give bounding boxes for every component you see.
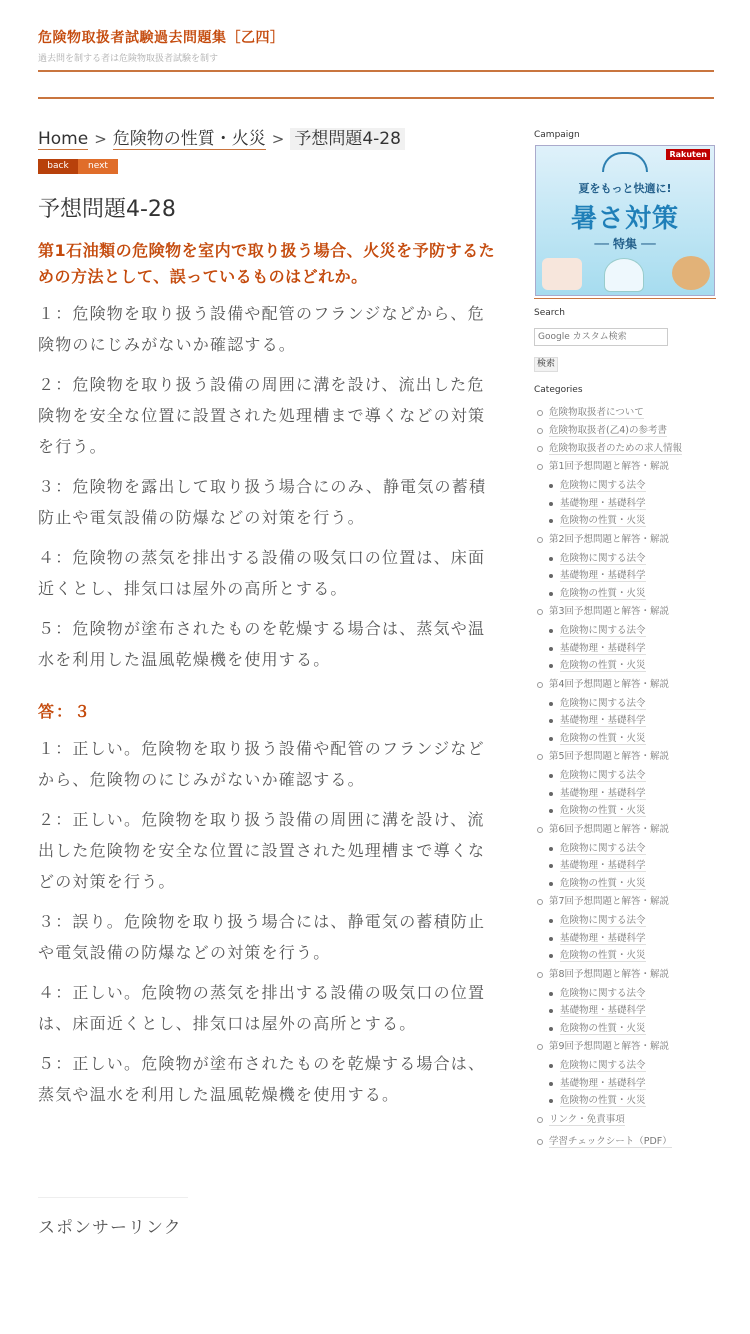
subcategory-item[interactable] xyxy=(549,802,716,820)
category-label[interactable]: 第1回予想問題と解答・解説 xyxy=(549,461,670,472)
campaign-banner[interactable] xyxy=(535,145,715,296)
subcategory-item[interactable] xyxy=(549,912,716,930)
category-label[interactable]: 危険物取扱者のための求人情報 xyxy=(549,443,683,454)
subcategory-label[interactable]: 危険物に関する法令 xyxy=(560,987,646,999)
subcategory-label[interactable]: 危険物の性質・火災 xyxy=(560,1095,646,1106)
subcategory-label[interactable]: 危険物の性質・火災 xyxy=(560,660,646,671)
subcategory-item[interactable] xyxy=(549,1020,716,1038)
breadcrumb-current: 予想問題4-28 xyxy=(290,128,405,150)
subcategory-label[interactable]: 危険物の性質・火災 xyxy=(560,732,646,744)
subcategory-item[interactable] xyxy=(549,1075,716,1093)
question-text: 第1石油類の危険物を室内で取り扱う場合、火災を予防するための方法として、誤っているものはどれか。 xyxy=(38,241,496,286)
subcategory-list xyxy=(549,985,716,1038)
categories-list xyxy=(534,404,716,1151)
category-item[interactable] xyxy=(534,676,716,748)
subcategory-item[interactable] xyxy=(549,930,716,948)
pager xyxy=(38,159,118,174)
subcategory-item[interactable] xyxy=(549,730,716,748)
subcategory-item[interactable] xyxy=(549,1002,716,1020)
subcategory-label[interactable]: 基礎物理・基礎科学 xyxy=(560,860,646,871)
subcategory-label[interactable]: 基礎物理・基礎科学 xyxy=(560,715,646,726)
subcategory-item[interactable] xyxy=(549,657,716,675)
sponsor-heading: スポンサーリンク xyxy=(38,1218,182,1238)
subcategory-list xyxy=(549,912,716,965)
back-button[interactable]: back xyxy=(38,159,78,174)
subcategory-label[interactable]: 危険物の性質・火災 xyxy=(560,950,646,961)
category-label[interactable]: 第6回予想問題と解答・解説 xyxy=(549,823,670,835)
site-description: 過去問を制する者は危険物取扱者試験を制す xyxy=(38,54,219,64)
subcategory-label[interactable]: 危険物の性質・火災 xyxy=(560,587,646,599)
next-button[interactable]: next xyxy=(78,159,118,174)
search-input[interactable] xyxy=(534,328,668,346)
subcategory-item[interactable] xyxy=(549,875,716,893)
page-title: 予想問題4-28 xyxy=(38,197,176,222)
category-label[interactable]: リンク・免責事項 xyxy=(549,1113,625,1125)
option-item: １：危険物を取り扱う設備や配管のフランジなどから、危険物のにじみがないか確認する。 xyxy=(38,304,485,354)
subcategory-item[interactable] xyxy=(549,585,716,603)
option-item: ５：危険物が塗布されたものを乾燥する場合は、蒸気や温水を利用した温風乾燥機を使用する。 xyxy=(38,619,486,669)
subcategory-item[interactable] xyxy=(549,1092,716,1110)
search-button[interactable]: 検索 xyxy=(534,357,558,372)
explanation-item: ５：正しい。危険物が塗布されたものを乾燥する場合は、蒸気や温水を利用した温風乾燥機を使用する。 xyxy=(38,1054,486,1104)
category-label[interactable]: 第4回予想問題と解答・解説 xyxy=(549,678,670,690)
subcategory-label[interactable]: 基礎物理・基礎科学 xyxy=(560,642,646,654)
subcategory-list xyxy=(549,550,716,603)
subcategory-list xyxy=(549,622,716,675)
subcategory-item[interactable] xyxy=(549,767,716,785)
subcategory-label[interactable]: 基礎物理・基礎科学 xyxy=(560,1077,646,1089)
option-item: ２：危険物を取り扱う設備の周囲に溝を設け、流出した危険物を安全な位置に設置された処理槽まで導くなどの対策を行う。 xyxy=(38,375,486,456)
subcategory-list xyxy=(549,477,716,530)
category-item[interactable] xyxy=(534,404,716,422)
polar-bear-icon xyxy=(604,258,644,292)
category-item[interactable] xyxy=(534,1133,716,1151)
subcategory-label[interactable]: 危険物に関する法令 xyxy=(560,625,646,636)
subcategory-item[interactable] xyxy=(549,695,716,713)
subcategory-list xyxy=(549,1057,716,1110)
subcategory-list xyxy=(549,840,716,893)
explanation-item: ３：誤り。危険物を取り扱う場合には、静電気の蓄積防止や電気設備の防爆などの対策を行う。 xyxy=(38,912,486,962)
breadcrumb-home-link[interactable]: Home xyxy=(38,128,89,149)
rakuten-badge: Rakuten xyxy=(666,149,710,160)
category-item[interactable] xyxy=(534,1038,716,1110)
explanation-item: １：正しい。危険物を取り扱う設備や配管のフランジなどから、危険物のにじみがないか確認する。 xyxy=(38,739,485,789)
banner-subline: ── 特集 ── xyxy=(594,237,656,251)
subcategory-item[interactable] xyxy=(549,1057,716,1075)
subcategory-label[interactable]: 危険物の性質・火災 xyxy=(560,877,646,889)
category-item[interactable] xyxy=(534,821,716,893)
subcategory-item[interactable] xyxy=(549,495,716,513)
subcategory-label[interactable]: 基礎物理・基礎科学 xyxy=(560,570,646,581)
subcategory-item[interactable] xyxy=(549,622,716,640)
subcategory-item[interactable] xyxy=(549,840,716,858)
subcategory-item[interactable] xyxy=(549,567,716,585)
category-label[interactable]: 学習チェックシート（PDF） xyxy=(549,1135,672,1147)
sponsor-divider xyxy=(38,1197,188,1198)
subcategory-label[interactable]: 危険物の性質・火災 xyxy=(560,805,646,816)
explanation-item: ２：正しい。危険物を取り扱う設備の周囲に溝を設け、流出した危険物を安全な位置に設置された処理槽まで導くなどの対策を行う。 xyxy=(38,810,486,891)
category-label[interactable]: 第5回予想問題と解答・解説 xyxy=(549,751,670,762)
category-item[interactable] xyxy=(534,422,716,440)
dog-image xyxy=(672,256,710,290)
subcategory-label[interactable]: 危険物に関する法令 xyxy=(560,552,646,564)
breadcrumb-separator: > xyxy=(271,130,285,148)
site-title[interactable]: 危険物取扱者試験過去問題集［乙四］ xyxy=(38,30,285,46)
subcategory-label[interactable]: 基礎物理・基礎科学 xyxy=(560,932,646,944)
category-label[interactable]: 第7回予想問題と解答・解説 xyxy=(549,896,670,907)
subcategory-item[interactable] xyxy=(549,985,716,1003)
subcategory-label[interactable]: 危険物の性質・火災 xyxy=(560,515,646,526)
subcategory-item[interactable] xyxy=(549,857,716,875)
category-label[interactable]: 第9回予想問題と解答・解説 xyxy=(549,1041,670,1052)
subcategory-item[interactable] xyxy=(549,512,716,530)
category-item[interactable] xyxy=(534,458,716,530)
category-item[interactable] xyxy=(534,440,716,458)
search-title: Search xyxy=(534,308,565,318)
option-item: ３：危険物を露出して取り扱う場合にのみ、静電気の蓄積防止や電気設備の防爆などの対策を行う。 xyxy=(38,477,487,527)
nav-divider xyxy=(38,97,714,99)
subcategory-label[interactable]: 危険物に関する法令 xyxy=(560,1060,646,1071)
subcategory-label[interactable]: 危険物に関する法令 xyxy=(560,915,646,926)
category-label[interactable]: 危険物取扱者(乙4)の参考書 xyxy=(549,425,667,436)
category-item[interactable] xyxy=(534,748,716,820)
category-item[interactable] xyxy=(534,1111,716,1129)
campaign-title: Campaign xyxy=(534,130,580,140)
subcategory-label[interactable]: 危険物の性質・火災 xyxy=(560,1022,646,1034)
sleeping-person-image xyxy=(542,258,582,290)
option-item: ４：危険物の蒸気を排出する設備の吸気口の位置は、床面近くとし、排気口は屋外の高所とする。 xyxy=(38,548,486,598)
category-item[interactable] xyxy=(534,966,716,1038)
sun-icon xyxy=(602,152,648,172)
category-item[interactable] xyxy=(534,893,716,965)
subcategory-item[interactable] xyxy=(549,640,716,658)
subcategory-list xyxy=(549,695,716,748)
subcategory-item[interactable] xyxy=(549,477,716,495)
category-label[interactable]: 第2回予想問題と解答・解説 xyxy=(549,533,670,545)
subcategory-label[interactable]: 基礎物理・基礎科学 xyxy=(560,787,646,799)
category-item[interactable] xyxy=(534,531,716,603)
banner-headline: 暑さ対策 xyxy=(570,204,679,234)
subcategory-item[interactable] xyxy=(549,785,716,803)
subcategory-label[interactable]: 基礎物理・基礎科学 xyxy=(560,497,646,509)
category-label[interactable]: 危険物取扱者について xyxy=(549,407,644,418)
category-item[interactable] xyxy=(534,603,716,675)
category-label[interactable]: 第3回予想問題と解答・解説 xyxy=(549,606,670,617)
subcategory-label[interactable]: 危険物に関する法令 xyxy=(560,770,646,781)
subcategory-item[interactable] xyxy=(549,947,716,965)
subcategory-label[interactable]: 危険物に関する法令 xyxy=(560,842,646,854)
explanations-list xyxy=(38,733,500,1119)
sidebar-divider xyxy=(534,298,716,299)
header-divider xyxy=(38,70,714,72)
subcategory-item[interactable] xyxy=(549,712,716,730)
categories-title: Categories xyxy=(534,385,583,395)
explanation-item: ４：正しい。危険物の蒸気を排出する設備の吸気口の位置は、床面近くとし、排気口は屋外の高所とする。 xyxy=(38,983,486,1033)
banner-tagline: 夏をもっと快適に! xyxy=(578,182,672,195)
breadcrumb-category-link[interactable]: 危険物の性質・火災 xyxy=(112,128,266,149)
breadcrumb-separator: > xyxy=(94,130,107,148)
subcategory-label[interactable]: 危険物に関する法令 xyxy=(560,480,646,491)
category-label[interactable]: 第8回予想問題と解答・解説 xyxy=(549,968,670,980)
subcategory-label[interactable]: 危険物に関する法令 xyxy=(560,697,646,709)
subcategory-list xyxy=(549,767,716,820)
options-list xyxy=(38,298,500,684)
breadcrumb xyxy=(38,128,405,150)
subcategory-label[interactable]: 基礎物理・基礎科学 xyxy=(560,1005,646,1016)
subcategory-item[interactable] xyxy=(549,550,716,568)
answer-label: 答：３ xyxy=(38,702,93,721)
